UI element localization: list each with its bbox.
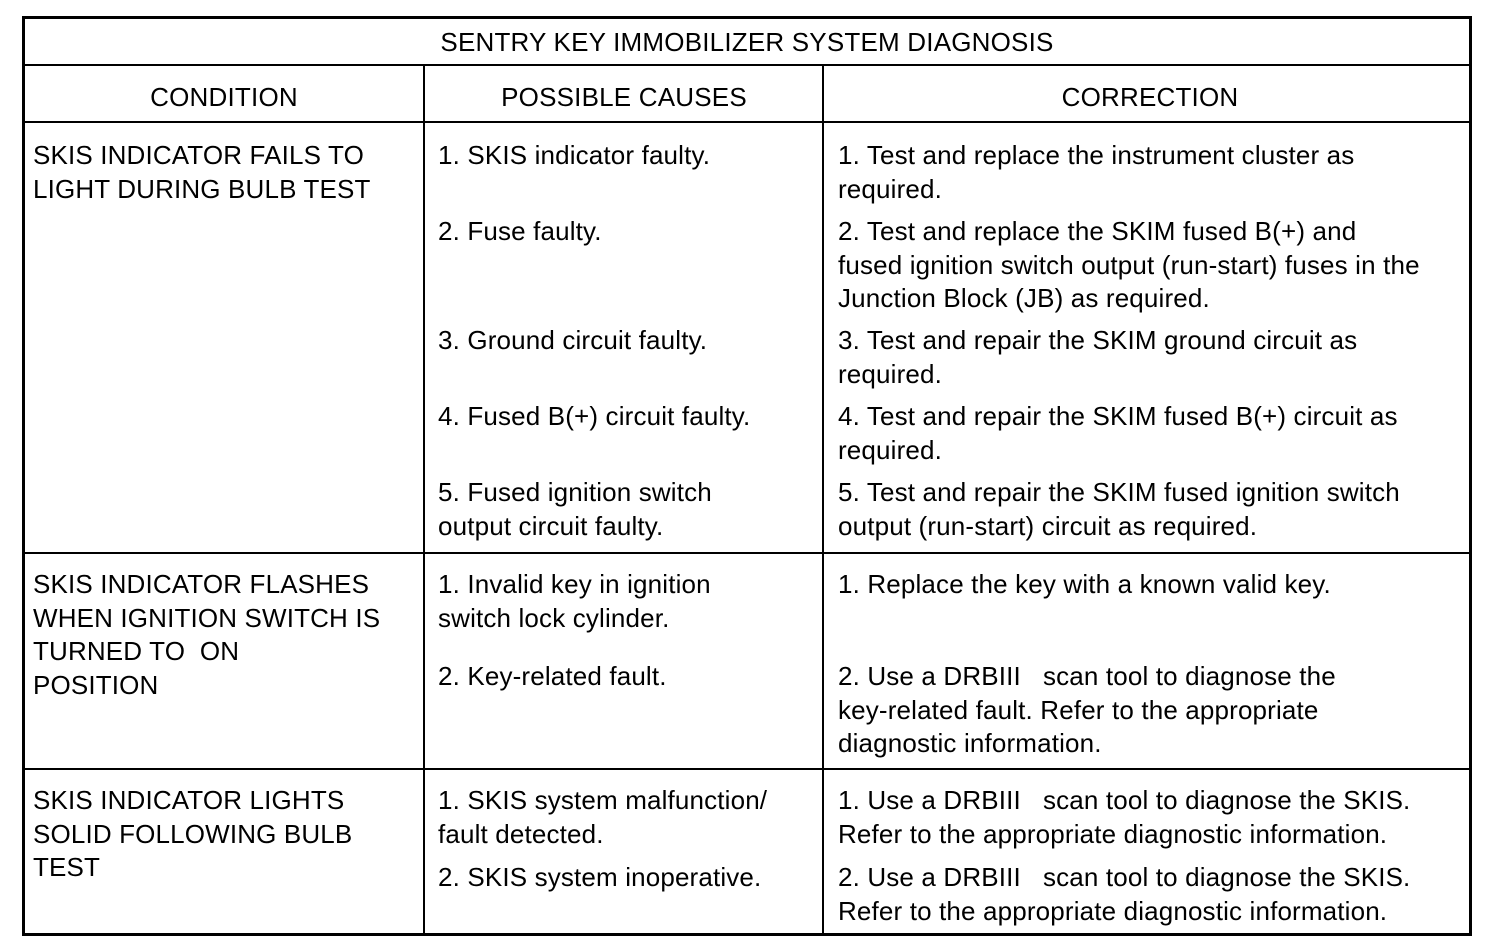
cause-cell: 1. SKIS indicator faulty. — [438, 140, 711, 170]
correction-cell: 2. Use a DRBIII scan tool to diagnose the SKIS. Refer to the appropriate diagnostic information. — [838, 862, 1411, 926]
header-condition: CONDITION — [150, 82, 298, 112]
header-correction: CORRECTION — [1061, 82, 1239, 112]
correction-cell: 5. Test and repair the SKIM fused ignition switch output (run-start) circuit as required. — [838, 477, 1400, 541]
header-possible-causes: POSSIBLE CAUSES — [501, 82, 747, 112]
correction-cell: 3. Test and repair the SKIM ground circuit as required. — [838, 325, 1358, 389]
cause-cell: 5. Fused ignition switch output circuit faulty. — [438, 477, 712, 541]
correction-cell: 4. Test and repair the SKIM fused B(+) circuit as required. — [838, 401, 1398, 465]
cause-cell: 2. Key-related fault. — [438, 661, 667, 691]
condition-cell: SKIS INDICATOR FAILS TO LIGHT DURING BULB TEST — [33, 140, 371, 204]
column-divider — [822, 66, 824, 933]
row-divider — [25, 552, 1469, 554]
cause-cell: 4. Fused B(+) circuit faulty. — [438, 401, 751, 431]
table-title: SENTRY KEY IMMOBILIZER SYSTEM DIAGNOSIS — [25, 19, 1469, 66]
cause-cell: 2. SKIS system inoperative. — [438, 862, 762, 892]
cause-cell: 2. Fuse faulty. — [438, 216, 602, 246]
correction-cell: 2. Use a DRBIII scan tool to diagnose the key-related fault. Refer to the appropriate diagnostic information. — [838, 661, 1336, 758]
correction-cell: 1. Test and replace the instrument cluster as required. — [838, 140, 1355, 204]
cause-cell: 3. Ground circuit faulty. — [438, 325, 708, 355]
condition-cell: SKIS INDICATOR LIGHTS SOLID FOLLOWING BULB TEST — [33, 785, 353, 882]
condition-cell: SKIS INDICATOR FLASHES WHEN IGNITION SWITCH IS TURNED TO ON POSITION — [33, 569, 381, 700]
diagnosis-table — [22, 16, 1472, 936]
correction-cell: 2. Test and replace the SKIM fused B(+) and fused ignition switch output (run-start) fuses in the Junction Block (JB) as required. — [838, 216, 1420, 313]
cause-cell: 1. SKIS system malfunction/ fault detected. — [438, 785, 768, 849]
correction-cell: 1. Use a DRBIII scan tool to diagnose the SKIS. Refer to the appropriate diagnostic information. — [838, 785, 1411, 849]
column-divider — [423, 66, 425, 933]
cause-cell: 1. Invalid key in ignition switch lock cylinder. — [438, 569, 711, 633]
correction-cell: 1. Replace the key with a known valid key. — [838, 569, 1331, 599]
row-divider — [25, 768, 1469, 770]
table-header-row — [25, 66, 1469, 123]
